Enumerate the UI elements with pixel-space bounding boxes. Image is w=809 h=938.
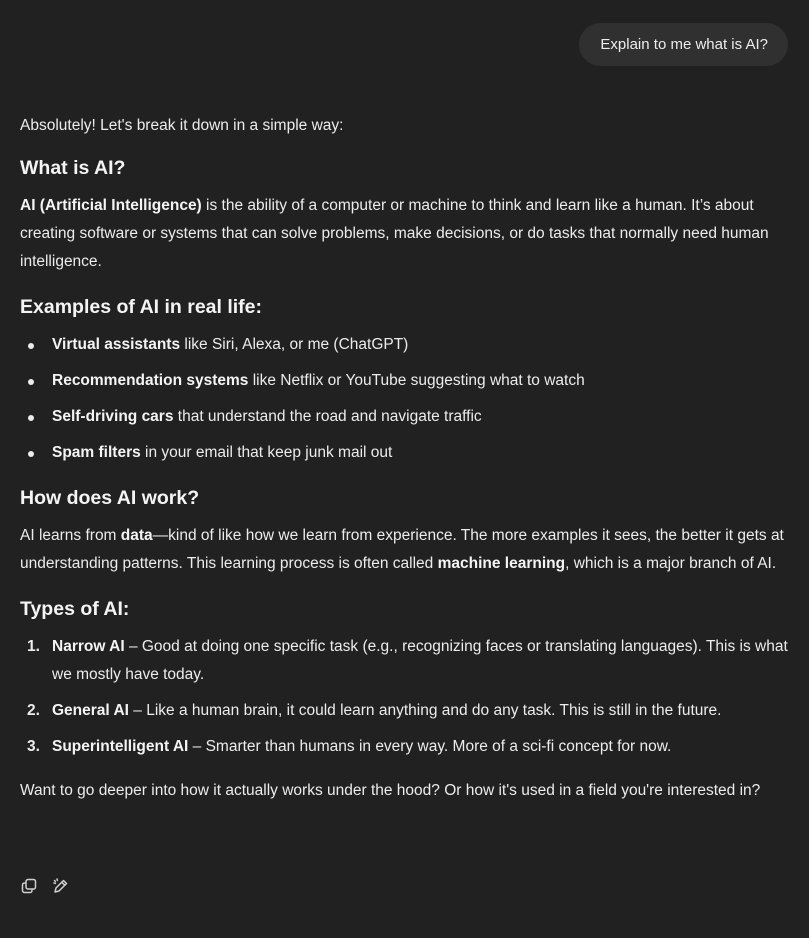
user-message-bubble: Explain to me what is AI? <box>579 23 788 66</box>
examples-list <box>20 331 790 467</box>
list-item-term: Recommendation systems <box>52 372 249 389</box>
term-machine-learning: machine learning <box>437 555 566 572</box>
list-number: 2. <box>27 702 40 719</box>
list-item-text: like Netflix or YouTube suggesting what to watch <box>248 372 585 389</box>
list-item-term: Narrow AI <box>52 638 125 655</box>
edit-icon <box>52 877 70 895</box>
list-item <box>20 633 790 689</box>
list-number: 1. <box>27 638 40 655</box>
response-intro: Absolutely! Let's break it down in a simple way: <box>20 117 344 134</box>
types-list <box>20 633 790 761</box>
list-item <box>20 367 790 395</box>
list-item-term: Spam filters <box>52 444 141 461</box>
list-item-text: – Good at doing one specific task (e.g., recognizing faces or translating languages). This is what we mostly have today. <box>52 638 788 683</box>
text-segment: , which is a major branch of AI. <box>565 555 777 572</box>
term-data: data <box>120 527 153 544</box>
copy-icon <box>20 877 38 895</box>
list-item-term: Superintelligent AI <box>52 738 189 755</box>
list-item-term: Virtual assistants <box>52 336 181 353</box>
copy-button[interactable] <box>20 877 38 895</box>
response-actions <box>20 877 70 895</box>
closing-question: Want to go deeper into how it actually works under the hood? Or how it's used in a field you're interested in? <box>20 782 761 799</box>
list-item-text: that understand the road and navigate traffic <box>173 408 482 425</box>
list-item-text: in your email that keep junk mail out <box>140 444 393 461</box>
list-item-text: like Siri, Alexa, or me (ChatGPT) <box>180 336 409 353</box>
list-item <box>20 331 790 359</box>
list-item-text: – Smarter than humans in every way. More of a sci-fi concept for now. <box>188 738 672 755</box>
list-item <box>20 733 790 761</box>
heading-examples: Examples of AI in real life: <box>20 296 263 318</box>
paragraph-how-it-works <box>20 522 790 578</box>
user-message-row <box>579 23 788 66</box>
assistant-response <box>20 112 790 805</box>
list-item-term: Self-driving cars <box>52 408 174 425</box>
list-item <box>20 403 790 431</box>
text-segment: —kind of like how we learn from experience. The more examples it sees, the better it gets at understanding patterns. This learning process is often called <box>20 527 784 572</box>
definition-text: is the ability of a computer or machine to think and learn like a human. It’s about creating software or systems that can solve problems, make decisions, or do tasks that normally need human intelligence. <box>20 197 769 270</box>
text-segment: AI learns from <box>20 527 121 544</box>
edit-button[interactable] <box>52 877 70 895</box>
list-item-text: – Like a human brain, it could learn anything and do any task. This is still in the future. <box>128 702 722 719</box>
list-item <box>20 697 790 725</box>
list-item-term: General AI <box>52 702 129 719</box>
list-number: 3. <box>27 738 40 755</box>
heading-types-of-ai: Types of AI: <box>20 598 130 620</box>
paragraph-definition <box>20 192 790 276</box>
list-item <box>20 439 790 467</box>
heading-how-ai-works: How does AI work? <box>20 487 200 509</box>
heading-what-is-ai: What is AI? <box>20 157 126 179</box>
term-ai: AI (Artificial Intelligence) <box>20 197 202 214</box>
